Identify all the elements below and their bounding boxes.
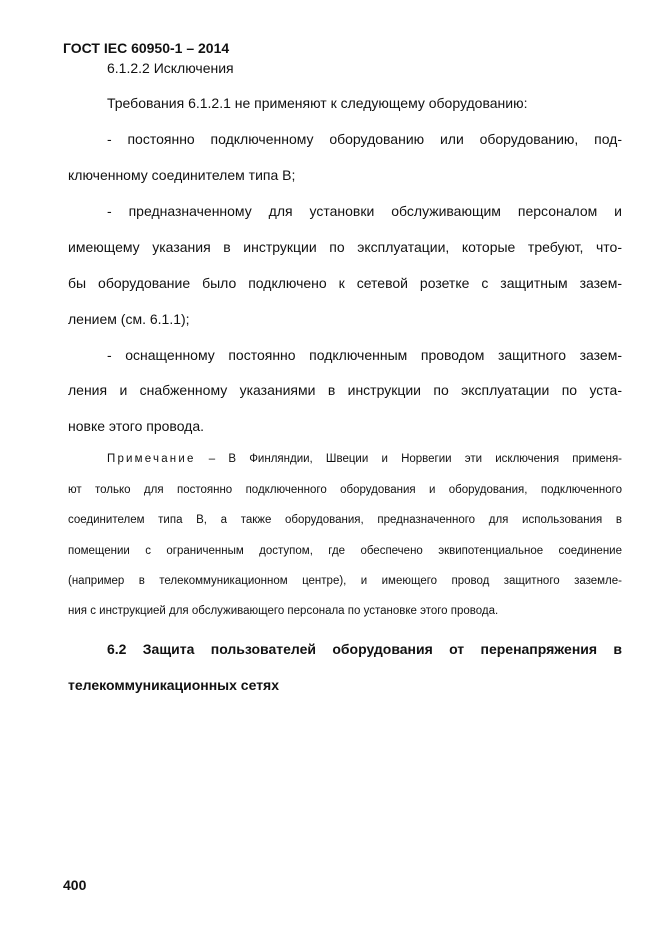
note-line-2: ют только для постоянно подключенного оборудования и оборудования, подключенного bbox=[68, 484, 622, 496]
subsection-heading-line-2: телекоммуникационных сетях bbox=[68, 677, 280, 693]
list-item-2-line-4: лением (см. 6.1.1); bbox=[68, 311, 190, 327]
document-header: ГОСТ IEC 60950-1 – 2014 bbox=[63, 40, 230, 56]
list-item-2-line-2: имеющему указания в инструкции по эксплуатации, которые требуют, что- bbox=[68, 239, 622, 255]
subsection-heading-line-1: 6.2 Защита пользователей оборудования от перенапряжения в bbox=[107, 641, 622, 657]
note-first-line-text: – В Финляндии, Швеции и Норвегии эти исключения применя- bbox=[208, 453, 622, 465]
list-item-1-line-2: ключенному соединителем типа В; bbox=[68, 167, 296, 183]
intro-paragraph: Требования 6.1.2.1 не применяют к следующему оборудованию: bbox=[107, 95, 528, 111]
list-item-2-line-1: - предназначенному для установки обслуживающим персоналом и bbox=[107, 203, 622, 219]
list-item-3-line-3: новке этого провода. bbox=[68, 418, 205, 434]
note-line-5: (например в телекоммуникационном центре), и имеющего провод защитного заземле- bbox=[68, 575, 622, 587]
list-item-3-line-1: - оснащенному постоянно подключенным проводом защитного зазем- bbox=[107, 347, 622, 363]
note-line-6: ния с инструкцией для обслуживающего персонала по установке этого провода. bbox=[68, 605, 499, 617]
page-number: 400 bbox=[63, 877, 87, 893]
list-item-3-line-2: ления и снабженному указаниями в инструкции по эксплуатации по уста- bbox=[68, 382, 622, 398]
note-label: Примечание bbox=[107, 453, 196, 465]
list-item-1-line-1: - постоянно подключенному оборудованию или оборудованию, под- bbox=[107, 131, 622, 147]
note-line-4: помещении с ограниченным доступом, где обеспечено эквипотенциальное соединение bbox=[68, 545, 622, 557]
list-item-2-line-3: бы оборудование было подключено к сетевой розетке с защитным зазем- bbox=[68, 275, 622, 291]
section-heading: 6.1.2.2 Исключения bbox=[107, 60, 234, 76]
note-line-1 bbox=[107, 453, 622, 465]
note-line-3: соединителем типа В, а также оборудования, предназначенного для использования в bbox=[68, 514, 622, 526]
